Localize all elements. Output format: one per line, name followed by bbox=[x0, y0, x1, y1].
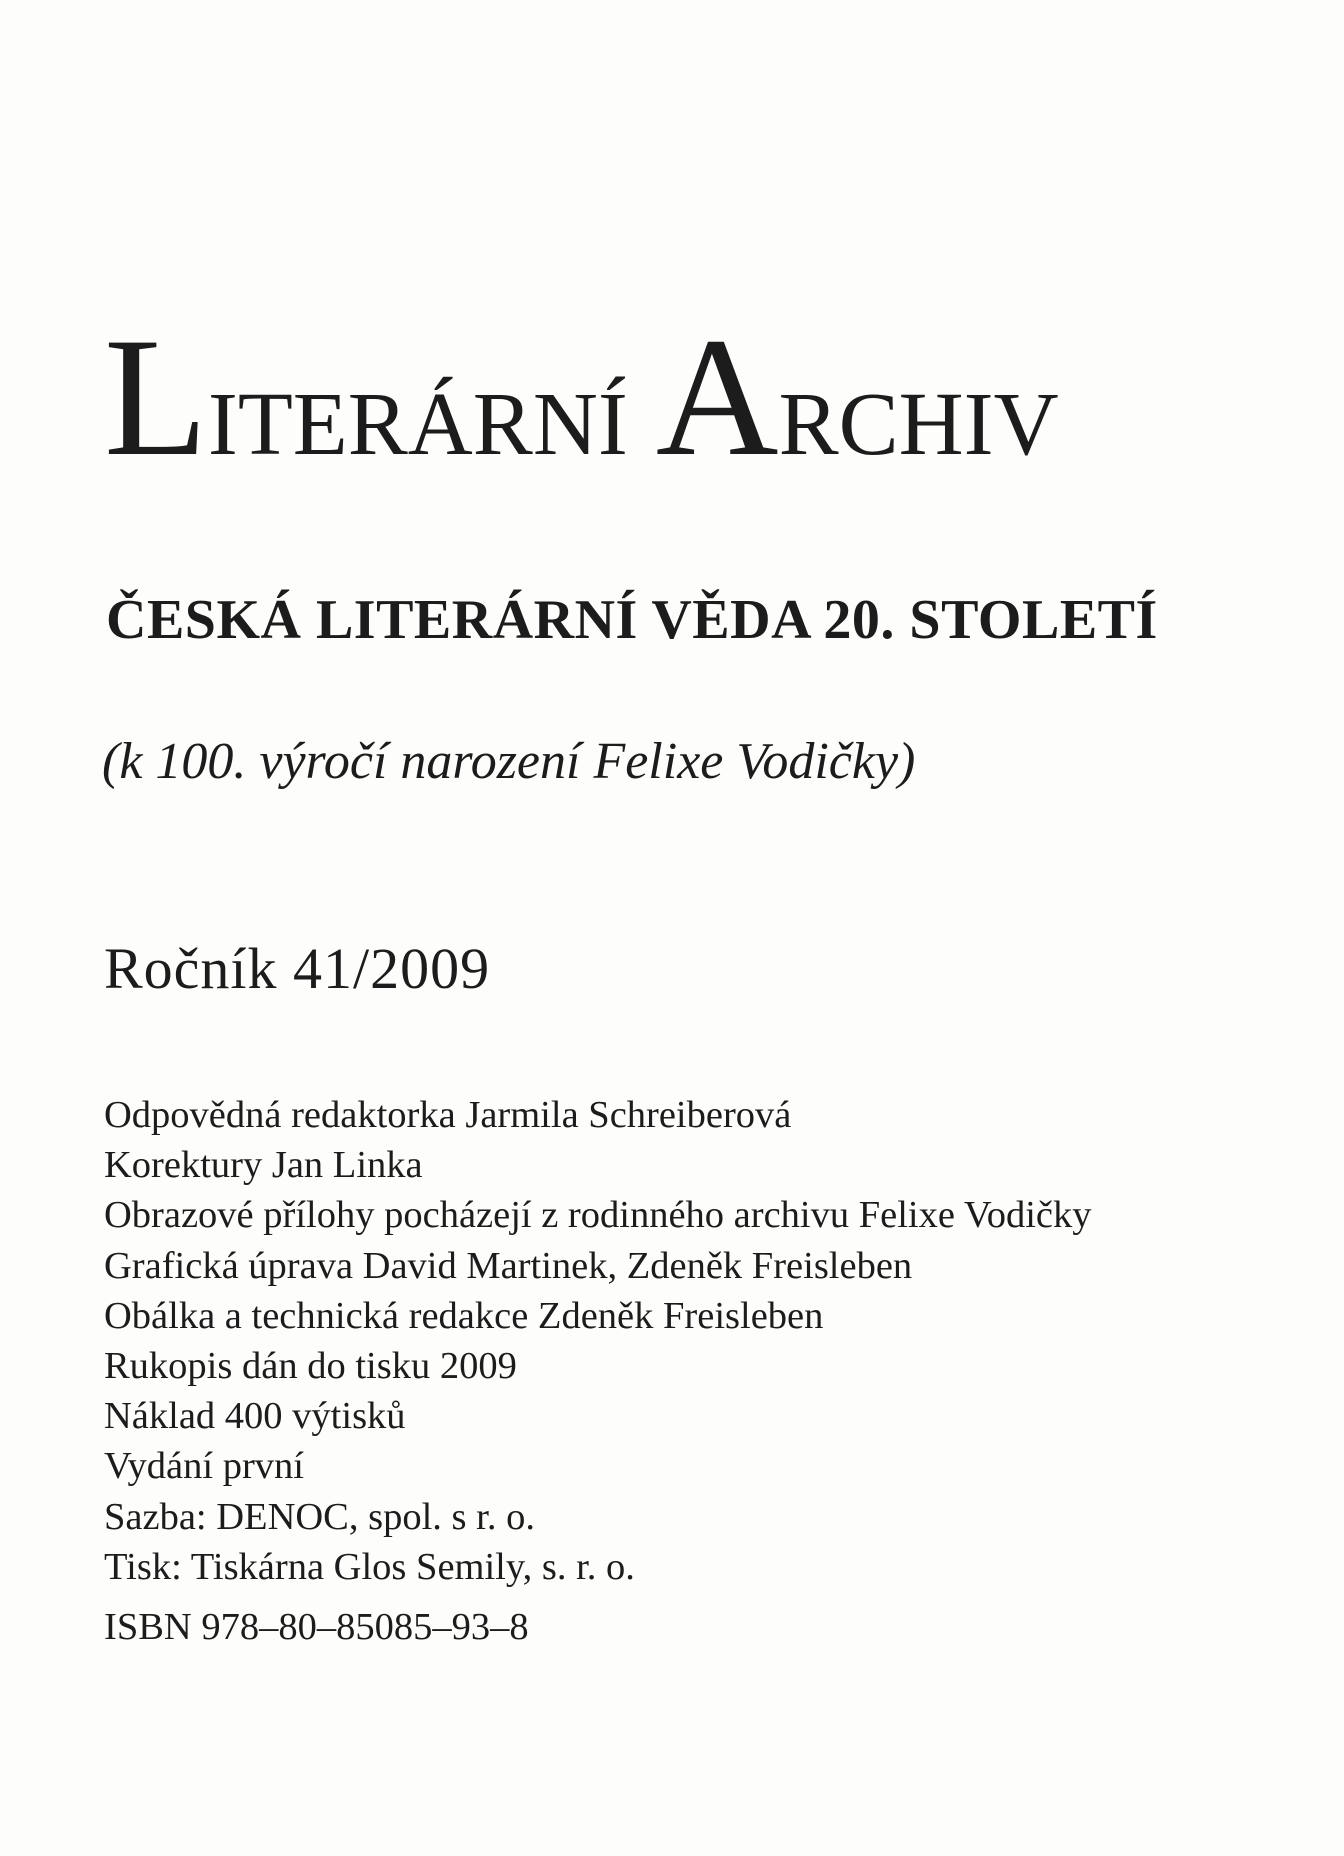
credit-line: Rukopis dán do tisku 2009 bbox=[104, 1345, 517, 1388]
credit-line: Grafická úprava David Martinek, Zdeněk Freisleben bbox=[104, 1244, 913, 1287]
credit-line: Obrazové přílohy pocházejí z rodinného archivu Felixe Vodičky bbox=[104, 1194, 1092, 1237]
volume-year: Ročník 41/2009 bbox=[104, 936, 491, 1001]
credit-line: Odpovědná redaktorka Jarmila Schreiberová bbox=[104, 1094, 792, 1136]
credits-list bbox=[104, 1090, 1092, 1592]
credit-line: Tisk: Tiskárna Glos Semily, s. r. o. bbox=[104, 1545, 635, 1588]
title-rest-archiv: RCHIV bbox=[778, 375, 1059, 474]
isbn: ISBN 978–80–85085–93–8 bbox=[104, 1606, 529, 1648]
credit-line: Náklad 400 výtisků bbox=[104, 1395, 406, 1438]
journal-title bbox=[104, 303, 1059, 491]
occasion-line: (k 100. výročí narození Felixe Vodičky) bbox=[102, 733, 916, 790]
title-rest-literarni: ITERÁRNÍ bbox=[207, 375, 628, 474]
credit-line: Korektury Jan Linka bbox=[104, 1144, 423, 1187]
title-initial-a: A bbox=[655, 303, 779, 491]
credit-line: Obálka a technická redakce Zdeněk Freisleben bbox=[104, 1294, 824, 1337]
credit-line: Sazba: DENOC, spol. s r. o. bbox=[104, 1495, 535, 1538]
title-initial-l: L bbox=[104, 303, 208, 491]
credit-line: Vydání první bbox=[104, 1445, 304, 1488]
volume-subtitle: ČESKÁ LITERÁRNÍ VĚDA 20. STOLETÍ bbox=[106, 589, 1158, 651]
